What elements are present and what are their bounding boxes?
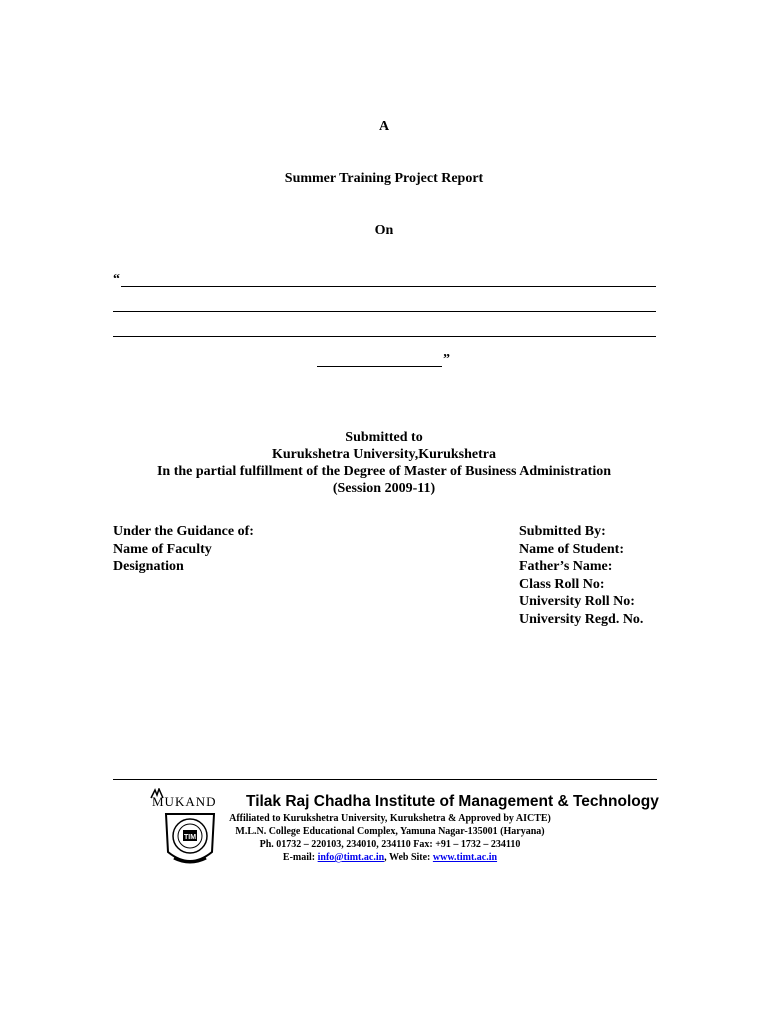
seal-text: TIM bbox=[183, 834, 197, 841]
affiliation-line: Affiliated to Kurukshetra University, Kurukshetra & Approved by AICTE) bbox=[229, 813, 551, 824]
mukand-text: MUKAND bbox=[152, 794, 217, 809]
blank-line-2 bbox=[113, 311, 656, 312]
student-name-label: Name of Student: bbox=[519, 541, 624, 557]
contact-line bbox=[200, 851, 580, 865]
report-title: Summer Training Project Report bbox=[284, 171, 484, 186]
footer-divider bbox=[113, 779, 657, 780]
website-link[interactable]: www.timt.ac.in bbox=[432, 852, 498, 863]
father-name-label: Father’s Name: bbox=[519, 559, 613, 574]
title-on: On bbox=[374, 223, 394, 238]
designation-label: Designation bbox=[113, 559, 184, 574]
degree-fulfillment: In the partial fulfillment of the Degree of Master of Business Administration bbox=[156, 464, 612, 479]
blank-line-4 bbox=[317, 366, 442, 367]
title-a: A bbox=[378, 119, 390, 134]
address-line: M.L.N. College Educational Complex, Yamuna Nagar-135001 (Haryana) bbox=[235, 826, 545, 837]
submitted-by-heading: Submitted By: bbox=[519, 524, 606, 539]
email-link[interactable]: info@timt.ac.in bbox=[317, 852, 385, 863]
guidance-block bbox=[113, 523, 254, 576]
submitted-by-block bbox=[519, 523, 643, 628]
website-label: , Web Site: bbox=[384, 852, 433, 863]
faculty-name-label: Name of Faculty bbox=[113, 541, 212, 557]
submitted-to: Submitted to bbox=[345, 430, 423, 445]
blank-line-3 bbox=[113, 336, 656, 337]
phone-line: Ph. 01732 – 220103, 234010, 234110 Fax: +91 – 1732 – 234110 bbox=[259, 839, 521, 850]
institute-name: Tilak Raj Chadha Institute of Management & Technology bbox=[246, 793, 659, 810]
blank-line-1 bbox=[121, 286, 656, 287]
email-label: E-mail: bbox=[282, 852, 318, 863]
close-quote: ” bbox=[443, 352, 450, 367]
university-name: Kurukshetra University,Kurukshetra bbox=[271, 447, 496, 462]
open-quote: “ bbox=[113, 272, 120, 287]
university-regd-label: University Regd. No. bbox=[519, 611, 644, 627]
mukand-mark-icon bbox=[150, 788, 164, 800]
university-roll-label: University Roll No: bbox=[519, 594, 635, 609]
guidance-heading: Under the Guidance of: bbox=[113, 524, 254, 539]
mukand-logo bbox=[152, 794, 217, 810]
class-roll-label: Class Roll No: bbox=[519, 576, 605, 592]
session: (Session 2009-11) bbox=[332, 481, 436, 496]
